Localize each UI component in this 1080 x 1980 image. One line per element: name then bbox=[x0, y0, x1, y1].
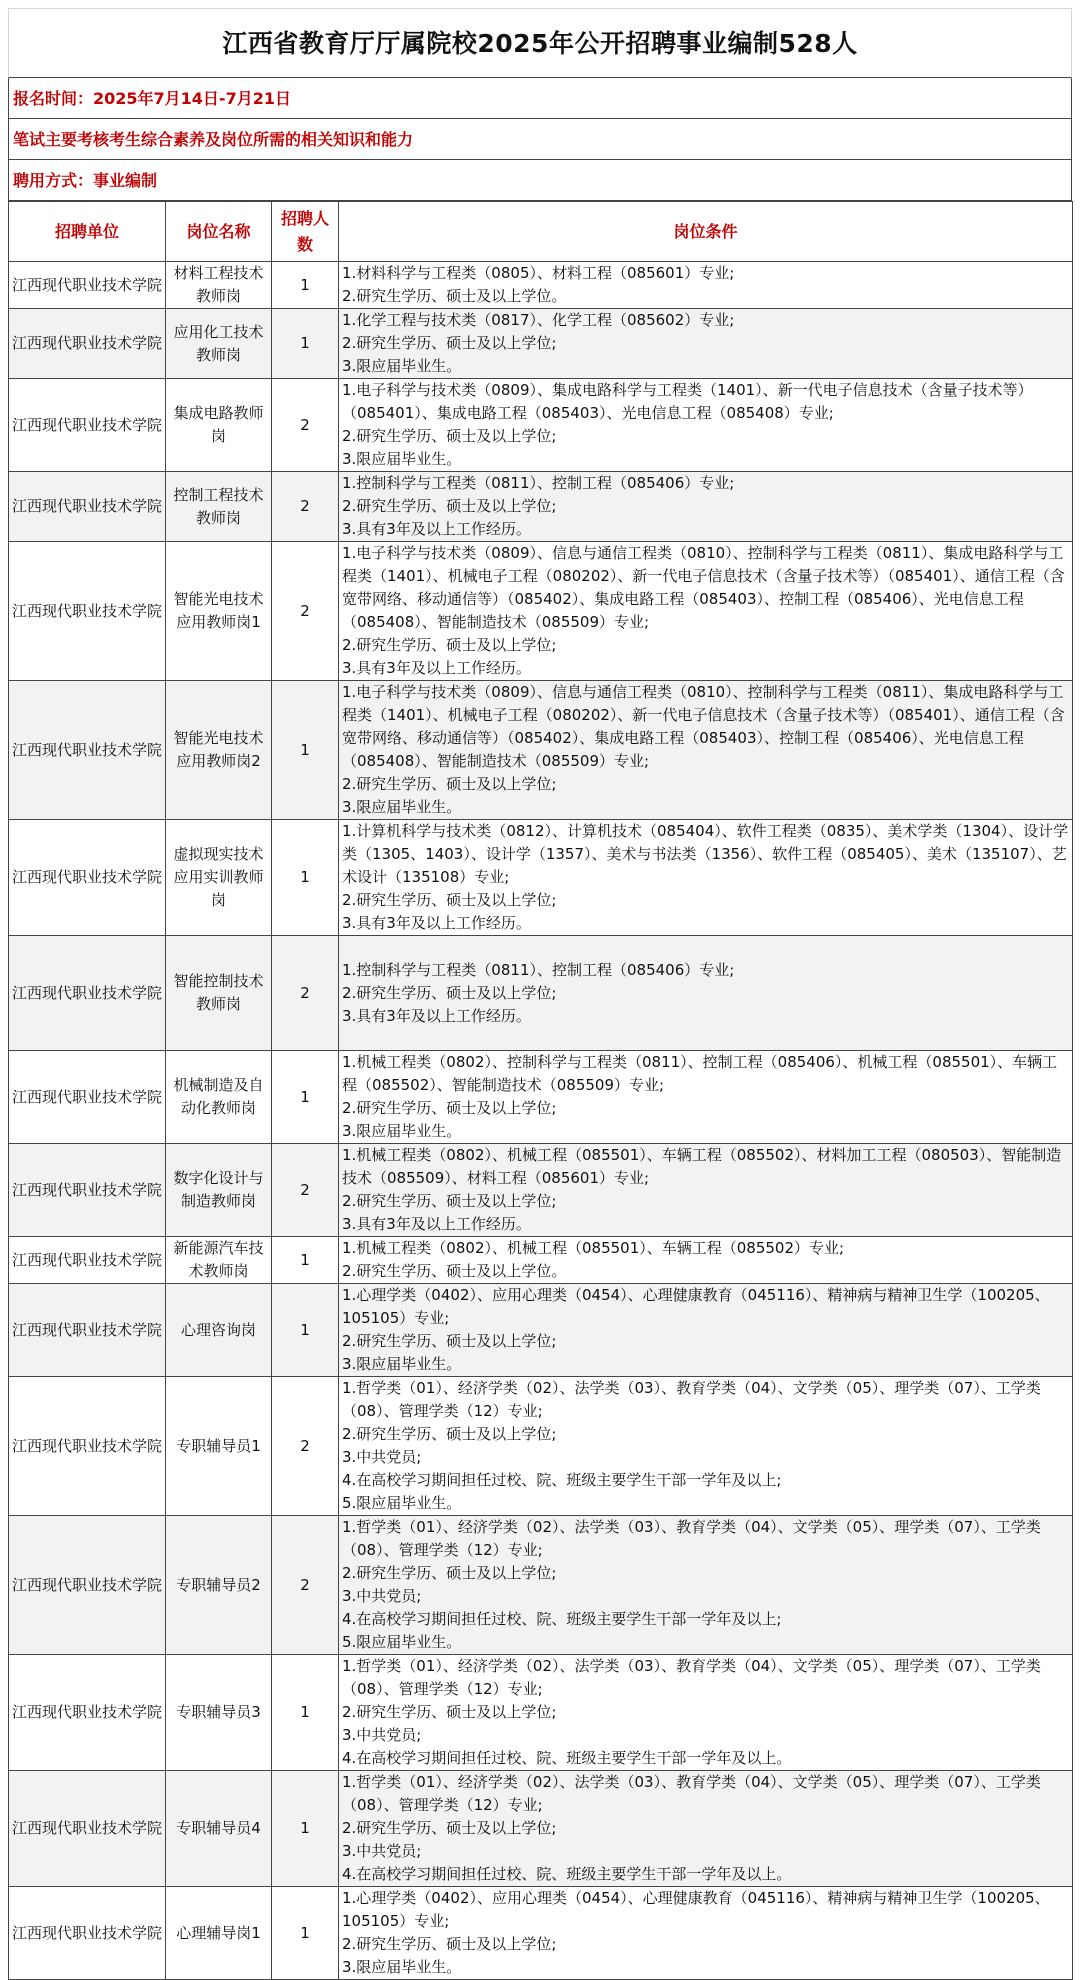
row-count: 2 bbox=[272, 1516, 339, 1655]
condition-line: 1.控制科学与工程类（0811）、控制工程（085406）专业; bbox=[342, 474, 735, 492]
condition-line: 4.在高校学习期间担任过校、院、班级主要学生干部一学年及以上。 bbox=[342, 1865, 792, 1883]
row-position: 心理辅导岗1 bbox=[166, 1887, 272, 1980]
condition-line: 3.中共党员; bbox=[342, 1726, 422, 1744]
row-unit: 江西现代职业技术学院 bbox=[9, 820, 166, 936]
table-body bbox=[9, 262, 1073, 1980]
row-count: 1 bbox=[272, 309, 339, 379]
positions-table bbox=[8, 201, 1073, 1980]
row-count: 1 bbox=[272, 681, 339, 820]
row-unit: 江西现代职业技术学院 bbox=[9, 262, 166, 309]
condition-line: 4.在高校学习期间担任过校、院、班级主要学生干部一学年及以上; bbox=[342, 1471, 782, 1489]
table-row bbox=[9, 472, 1073, 542]
page-title: 江西省教育厅厅属院校2025年公开招聘事业编制528人 bbox=[8, 8, 1072, 78]
table-row bbox=[9, 1771, 1073, 1887]
row-count: 2 bbox=[272, 936, 339, 1051]
row-unit: 江西现代职业技术学院 bbox=[9, 681, 166, 820]
row-conditions bbox=[339, 681, 1073, 820]
row-position: 专职辅导员3 bbox=[166, 1655, 272, 1771]
row-count: 1 bbox=[272, 1051, 339, 1144]
condition-line: 3.具有3年及以上工作经历。 bbox=[342, 520, 531, 538]
row-unit: 江西现代职业技术学院 bbox=[9, 1771, 166, 1887]
row-conditions bbox=[339, 1284, 1073, 1377]
row-conditions bbox=[339, 1655, 1073, 1771]
condition-line: 1.化学工程与技术类（0817）、化学工程（085602）专业; bbox=[342, 311, 735, 329]
row-unit: 江西现代职业技术学院 bbox=[9, 1377, 166, 1516]
condition-line: 1.心理学类（0402）、应用心理类（0454）、心理健康教育（045116）、精神病与精神卫生学（100205、105105）专业; bbox=[342, 1889, 1050, 1930]
header-count: 招聘人数 bbox=[272, 202, 339, 262]
condition-line: 5.限应届毕业生。 bbox=[342, 1633, 462, 1651]
condition-line: 1.电子科学与技术类（0809）、信息与通信工程类（0810）、控制科学与工程类（0811）、集成电路科学与工程类（1401）、机械电子工程（080202）、新一代电子信息技术（含量子技术等）（085401）、通信工程（含宽带网络、移动通信等）（085402）、集成电路工程（085403）、控制工程（085406）、光电信息工程（085408）、智能制造技术（085509）专业; bbox=[342, 683, 1065, 770]
table-row bbox=[9, 1284, 1073, 1377]
table-row bbox=[9, 1516, 1073, 1655]
header-unit: 招聘单位 bbox=[9, 202, 166, 262]
row-position: 专职辅导员1 bbox=[166, 1377, 272, 1516]
row-position: 新能源汽车技术教师岗 bbox=[166, 1237, 272, 1284]
row-count: 1 bbox=[272, 262, 339, 309]
row-count: 1 bbox=[272, 820, 339, 936]
condition-line: 3.中共党员; bbox=[342, 1587, 422, 1605]
row-unit: 江西现代职业技术学院 bbox=[9, 1655, 166, 1771]
row-conditions bbox=[339, 1771, 1073, 1887]
condition-line: 1.哲学类（01）、经济学类（02）、法学类（03）、教育学类（04）、文学类（05）、理学类（07）、工学类（08）、管理学类（12）专业; bbox=[342, 1379, 1041, 1420]
condition-line: 5.限应届毕业生。 bbox=[342, 1494, 462, 1512]
condition-line: 2.研究生学历、硕士及以上学位; bbox=[342, 1332, 557, 1350]
row-count: 2 bbox=[272, 1377, 339, 1516]
table-row bbox=[9, 542, 1073, 681]
row-position: 虚拟现实技术应用实训教师岗 bbox=[166, 820, 272, 936]
row-position: 控制工程技术教师岗 bbox=[166, 472, 272, 542]
row-unit: 江西现代职业技术学院 bbox=[9, 1516, 166, 1655]
condition-line: 3.限应届毕业生。 bbox=[342, 1122, 462, 1140]
row-conditions bbox=[339, 1144, 1073, 1237]
condition-line: 3.限应届毕业生。 bbox=[342, 357, 462, 375]
row-conditions bbox=[339, 1237, 1073, 1284]
row-position: 智能控制技术教师岗 bbox=[166, 936, 272, 1051]
row-unit: 江西现代职业技术学院 bbox=[9, 472, 166, 542]
row-unit: 江西现代职业技术学院 bbox=[9, 542, 166, 681]
row-conditions bbox=[339, 1887, 1073, 1980]
table-row bbox=[9, 681, 1073, 820]
condition-line: 2.研究生学历、硕士及以上学位; bbox=[342, 1192, 557, 1210]
table-row bbox=[9, 379, 1073, 472]
row-position: 智能光电技术应用教师岗1 bbox=[166, 542, 272, 681]
row-count: 1 bbox=[272, 1237, 339, 1284]
row-conditions bbox=[339, 309, 1073, 379]
condition-line: 3.具有3年及以上工作经历。 bbox=[342, 914, 531, 932]
condition-line: 1.计算机科学与技术类（0812）、计算机技术（085404）、软件工程类（0835）、美术学类（1304）、设计学类（1305、1403）、设计学（1357）、美术与书法类（1356）、软件工程（085405）、美术（135107）、艺术设计（135108）专业; bbox=[342, 822, 1069, 886]
table-row bbox=[9, 1887, 1073, 1980]
condition-line: 4.在高校学习期间担任过校、院、班级主要学生干部一学年及以上; bbox=[342, 1610, 782, 1628]
table-row bbox=[9, 1377, 1073, 1516]
condition-line: 3.限应届毕业生。 bbox=[342, 1958, 462, 1976]
row-position: 心理咨询岗 bbox=[166, 1284, 272, 1377]
table-row bbox=[9, 1237, 1073, 1284]
row-conditions bbox=[339, 542, 1073, 681]
condition-line: 3.限应届毕业生。 bbox=[342, 450, 462, 468]
exam-note: 笔试主要考核考生综合素养及岗位所需的相关知识和能力 bbox=[8, 119, 1072, 160]
row-position: 应用化工技术教师岗 bbox=[166, 309, 272, 379]
row-conditions bbox=[339, 1377, 1073, 1516]
header-position: 岗位名称 bbox=[166, 202, 272, 262]
condition-line: 3.限应届毕业生。 bbox=[342, 798, 462, 816]
condition-line: 3.限应届毕业生。 bbox=[342, 1355, 462, 1373]
condition-line: 1.材料科学与工程类（0805）、材料工程（085601）专业; bbox=[342, 264, 735, 282]
condition-line: 3.中共党员; bbox=[342, 1842, 422, 1860]
table-row bbox=[9, 1051, 1073, 1144]
condition-line: 2.研究生学历、硕士及以上学位; bbox=[342, 1425, 557, 1443]
row-conditions bbox=[339, 1516, 1073, 1655]
condition-line: 2.研究生学历、硕士及以上学位; bbox=[342, 497, 557, 515]
row-position: 集成电路教师岗 bbox=[166, 379, 272, 472]
row-conditions bbox=[339, 1051, 1073, 1144]
condition-line: 1.电子科学与技术类（0809）、信息与通信工程类（0810）、控制科学与工程类（0811）、集成电路科学与工程类（1401）、机械电子工程（080202）、新一代电子信息技术（含量子技术等）（085401）、通信工程（含宽带网络、移动通信等）（085402）、集成电路工程（085403）、控制工程（085406）、光电信息工程（085408）、智能制造技术（085509）专业; bbox=[342, 544, 1065, 631]
table-row bbox=[9, 309, 1073, 379]
row-position: 专职辅导员2 bbox=[166, 1516, 272, 1655]
row-position: 材料工程技术教师岗 bbox=[166, 262, 272, 309]
condition-line: 3.具有3年及以上工作经历。 bbox=[342, 1215, 531, 1233]
condition-line: 1.电子科学与技术类（0809）、集成电路科学与工程类（1401）、新一代电子信息技术（含量子技术等）（085401）、集成电路工程（085403）、光电信息工程（085408）专业; bbox=[342, 381, 1033, 422]
hiring-method: 聘用方式：事业编制 bbox=[8, 160, 1072, 201]
condition-line: 2.研究生学历、硕士及以上学位; bbox=[342, 983, 557, 1002]
condition-line: 1.心理学类（0402）、应用心理类（0454）、心理健康教育（045116）、精神病与精神卫生学（100205、105105）专业; bbox=[342, 1286, 1050, 1327]
table-row bbox=[9, 262, 1073, 309]
row-unit: 江西现代职业技术学院 bbox=[9, 379, 166, 472]
row-unit: 江西现代职业技术学院 bbox=[9, 1237, 166, 1284]
condition-line: 2.研究生学历、硕士及以上学位; bbox=[342, 636, 557, 654]
condition-line: 1.哲学类（01）、经济学类（02）、法学类（03）、教育学类（04）、文学类（05）、理学类（07）、工学类（08）、管理学类（12）专业; bbox=[342, 1773, 1041, 1814]
condition-line: 2.研究生学历、硕士及以上学位; bbox=[342, 891, 557, 909]
condition-line: 2.研究生学历、硕士及以上学位; bbox=[342, 334, 557, 352]
row-conditions bbox=[339, 936, 1073, 1051]
row-position: 机械制造及自动化教师岗 bbox=[166, 1051, 272, 1144]
condition-line: 3.具有3年及以上工作经历。 bbox=[342, 659, 531, 677]
condition-line: 1.机械工程类（0802）、机械工程（085501）、车辆工程（085502）、材料加工工程（080503）、智能制造技术（085509）、材料工程（085601）专业; bbox=[342, 1146, 1062, 1187]
condition-line: 2.研究生学历、硕士及以上学位。 bbox=[342, 1262, 567, 1280]
row-count: 1 bbox=[272, 1284, 339, 1377]
row-unit: 江西现代职业技术学院 bbox=[9, 1887, 166, 1980]
recruitment-notice bbox=[8, 8, 1072, 1980]
header-conditions: 岗位条件 bbox=[339, 202, 1073, 262]
condition-line: 1.机械工程类（0802）、控制科学与工程类（0811）、控制工程（085406）、机械工程（085501）、车辆工程（085502）、智能制造技术（085509）专业; bbox=[342, 1053, 1058, 1094]
condition-line: 4.在高校学习期间担任过校、院、班级主要学生干部一学年及以上。 bbox=[342, 1749, 792, 1767]
row-count: 2 bbox=[272, 472, 339, 542]
row-unit: 江西现代职业技术学院 bbox=[9, 309, 166, 379]
signup-time: 报名时间：2025年7月14日-7月21日 bbox=[8, 78, 1072, 119]
row-conditions bbox=[339, 472, 1073, 542]
condition-line: 2.研究生学历、硕士及以上学位; bbox=[342, 1935, 557, 1953]
row-count: 1 bbox=[272, 1655, 339, 1771]
row-count: 1 bbox=[272, 1771, 339, 1887]
table-row bbox=[9, 820, 1073, 936]
row-unit: 江西现代职业技术学院 bbox=[9, 1051, 166, 1144]
condition-line: 1.哲学类（01）、经济学类（02）、法学类（03）、教育学类（04）、文学类（05）、理学类（07）、工学类（08）、管理学类（12）专业; bbox=[342, 1657, 1041, 1698]
row-unit: 江西现代职业技术学院 bbox=[9, 1284, 166, 1377]
row-position: 数字化设计与制造教师岗 bbox=[166, 1144, 272, 1237]
row-count: 2 bbox=[272, 1144, 339, 1237]
table-header bbox=[9, 202, 1073, 262]
condition-line: 2.研究生学历、硕士及以上学位; bbox=[342, 427, 557, 445]
condition-line: 3.具有3年及以上工作经历。 bbox=[342, 1006, 531, 1025]
row-position: 专职辅导员4 bbox=[166, 1771, 272, 1887]
condition-line: 2.研究生学历、硕士及以上学位; bbox=[342, 1099, 557, 1117]
condition-line: 2.研究生学历、硕士及以上学位; bbox=[342, 1703, 557, 1721]
row-conditions bbox=[339, 379, 1073, 472]
condition-line: 1.机械工程类（0802）、机械工程（085501）、车辆工程（085502）专业; bbox=[342, 1239, 845, 1257]
row-conditions bbox=[339, 820, 1073, 936]
row-count: 2 bbox=[272, 379, 339, 472]
row-unit: 江西现代职业技术学院 bbox=[9, 1144, 166, 1237]
condition-line: 2.研究生学历、硕士及以上学位。 bbox=[342, 287, 567, 305]
row-count: 2 bbox=[272, 542, 339, 681]
row-count: 1 bbox=[272, 1887, 339, 1980]
condition-line: 1.哲学类（01）、经济学类（02）、法学类（03）、教育学类（04）、文学类（05）、理学类（07）、工学类（08）、管理学类（12）专业; bbox=[342, 1518, 1041, 1559]
condition-line: 2.研究生学历、硕士及以上学位; bbox=[342, 1564, 557, 1582]
table-row bbox=[9, 1144, 1073, 1237]
condition-line: 3.中共党员; bbox=[342, 1448, 422, 1466]
condition-line: 2.研究生学历、硕士及以上学位; bbox=[342, 1819, 557, 1837]
row-conditions bbox=[339, 262, 1073, 309]
condition-line: 1.控制科学与工程类（0811）、控制工程（085406）专业; bbox=[342, 960, 735, 979]
condition-line: 2.研究生学历、硕士及以上学位; bbox=[342, 775, 557, 793]
table-row bbox=[9, 1655, 1073, 1771]
table-row bbox=[9, 936, 1073, 1051]
row-unit: 江西现代职业技术学院 bbox=[9, 936, 166, 1051]
row-position: 智能光电技术应用教师岗2 bbox=[166, 681, 272, 820]
